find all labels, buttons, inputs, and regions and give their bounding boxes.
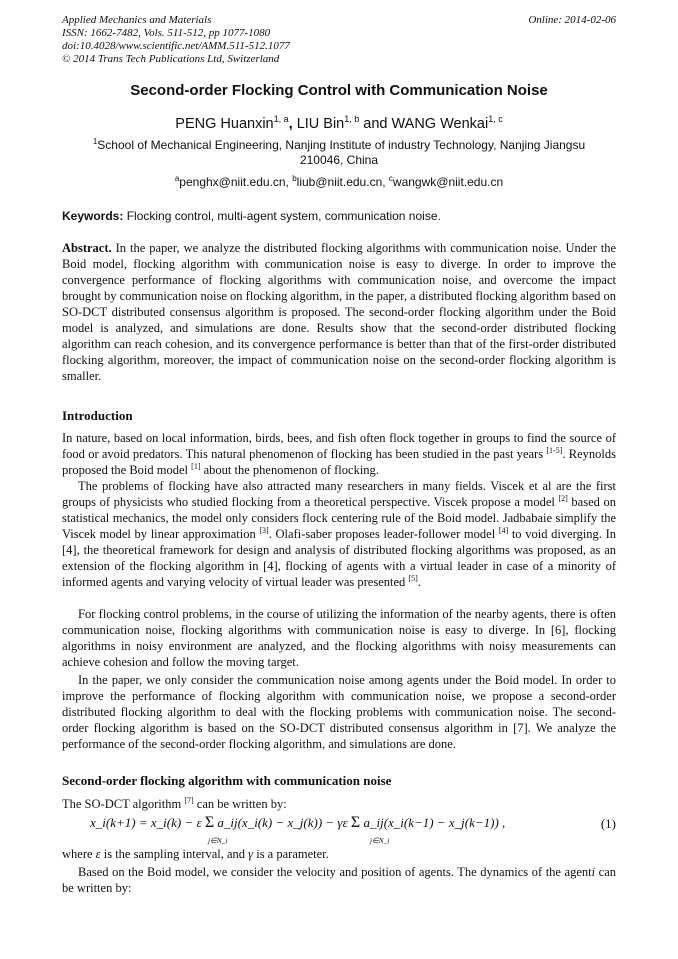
journal-name: Applied Mechanics and Materials bbox=[62, 14, 212, 26]
paragraph-text: can be written by: bbox=[193, 797, 287, 811]
paragraph-text: In nature, based on local information, birds, bees, and fish often flock together in groups to find the source of food or avoid predators. This natural phenomenon of flocking has been studied in the past years bbox=[62, 431, 616, 461]
equation-term: a_ij(x_i(k) − x_j(k)) − γε bbox=[217, 815, 348, 830]
equation-lhs: x_i(k+1) = x_i(k) − ε bbox=[90, 815, 202, 830]
author-superscript: 1, b bbox=[344, 114, 360, 125]
summation-index: j∈N_i bbox=[208, 836, 228, 845]
math-symbol: γ bbox=[248, 847, 254, 861]
author-separator: , bbox=[288, 116, 297, 132]
citation: [2] bbox=[558, 493, 568, 503]
summation-symbol: Σ bbox=[204, 814, 215, 831]
paragraph-text: . Reynolds proposed the Boid model bbox=[62, 447, 616, 477]
equation-term: a_ij(x_i(k−1) − x_j(k−1)) , bbox=[363, 815, 506, 830]
affiliation-text: School of Mechanical Engineering, Nanjing Institute of industry Technology, Nanjing Jiangsu 210046, China bbox=[97, 138, 586, 167]
email-superscript: a bbox=[174, 174, 180, 183]
paragraph-text: In the paper, we only consider the communication noise among agents under the Boid model. In order to improve the performance of flocking algorithm with communication noise, we propose a second-order distributed flocking algorithm to deal with the flocking problems with communication noise. The second-order flocking algorithm is based on the SO-DCT distributed consensus algorithm in [7]. We analyze the performance of the second-order flocking algorithm, and simulations are done. bbox=[62, 673, 616, 751]
section-heading-introduction: Introduction bbox=[62, 408, 133, 423]
keywords-text: Flocking control, multi-agent system, communication noise. bbox=[123, 209, 441, 223]
abstract-label: Abstract. bbox=[62, 241, 112, 255]
equation-1 bbox=[90, 814, 616, 848]
author-name: WANG Wenkai bbox=[391, 116, 489, 132]
citation: [1] bbox=[191, 461, 201, 471]
email-superscript: b bbox=[292, 174, 297, 183]
paragraph-text: is the sampling interval, and bbox=[100, 847, 249, 861]
summation-index: j∈N_i bbox=[370, 836, 390, 845]
paragraph-text: For flocking control problems, in the course of utilizing the information of the nearby agents, there is often communication noise, flocking algorithms with communication noise is easy to diverge. In [6], flocking algorithms in noisy environment are analyzed, and the flocking algorithms with noisy measurements can achieve cohesion and follow the moving target. bbox=[62, 607, 616, 669]
paragraph-text: . bbox=[417, 575, 421, 589]
paragraph-text: Based on the Boid model, we consider the velocity and position of agents. The dynamics of the agent bbox=[78, 865, 592, 879]
equation-number: (1) bbox=[600, 816, 616, 831]
paragraph-text: is a parameter. bbox=[253, 847, 329, 861]
equation-explanation bbox=[62, 846, 616, 862]
journal-header bbox=[62, 14, 616, 66]
author-name: PENG Huanxin bbox=[175, 116, 274, 132]
citation: [3] bbox=[259, 525, 269, 535]
affiliation-superscript: 1 bbox=[92, 137, 98, 146]
author-separator: and bbox=[359, 116, 392, 132]
dynamics-paragraph bbox=[62, 864, 616, 896]
paper-title: Second-order Flocking Control with Communication Noise bbox=[130, 82, 548, 99]
paragraph-text: can be written by: bbox=[62, 865, 616, 895]
paragraph-text: based on statistical mechanics, the model only considers flock centering rule of the Boid model. Jadbabaie simplify the Viscek model by linear approximation bbox=[62, 495, 616, 541]
intro-paragraph-3 bbox=[62, 606, 616, 670]
keywords bbox=[62, 209, 616, 223]
email-link: wangwk@niit.edu.cn bbox=[392, 175, 504, 189]
paragraph-text: to void diverging. In [4], the theoretical framework for design and analysis of distributed flocking algorithms was proposed, as an extension of the flocking algorithm in [4], flocking of agents with a virtual leader in case of a minority of informed agents and varying velocity of virtual leader was presented bbox=[62, 527, 616, 589]
paragraph-text: . Olafi-saber proposes leader-follower model bbox=[268, 527, 499, 541]
citation: [1-5] bbox=[546, 445, 563, 455]
author-superscript: 1, a bbox=[273, 114, 289, 125]
summation-symbol: Σ bbox=[350, 814, 361, 831]
author-line bbox=[30, 116, 648, 132]
math-symbol: ε bbox=[95, 847, 101, 861]
email-link: liub@niit.edu.cn, bbox=[296, 175, 389, 189]
citation: [7] bbox=[184, 795, 194, 805]
author-name: LIU Bin bbox=[296, 116, 345, 132]
intro-paragraph-1 bbox=[62, 430, 616, 478]
online-date: Online: 2014-02-06 bbox=[528, 14, 616, 26]
intro-paragraph-2 bbox=[62, 478, 616, 590]
paragraph-text: The problems of flocking have also attracted many researchers in many fields. Viscek et al are the first groups of physicists who studied flocking from a theoretical perspective. Viscek propose a model bbox=[62, 479, 616, 509]
citation: [5] bbox=[408, 573, 418, 583]
affiliation bbox=[70, 138, 608, 168]
intro-paragraph-4 bbox=[62, 672, 616, 752]
author-emails bbox=[30, 175, 648, 189]
abstract-text: In the paper, we analyze the distributed flocking algorithms with communication noise. Under the Boid model, flocking algorithm with communication noise is easy to diverge. In order to improve the convergence performance of flocking algorithms with communication noise, and overcome the impact brought by communication noise on flocking algorithm, in the paper, a distributed flocking algorithm based on SO-DCT distributed consensus algorithm is proposed. The second-order flocking algorithm under the Boid model is analyzed, and simulations are done. Results show that the second-order distributed flocking algorithm can reach cohesion, and its convergence performance is better than that of the first-order distributed flocking algorithm, moreover, the impact of communication noise on the second-order flocking algorithm is smaller. bbox=[62, 241, 616, 383]
citation: [4] bbox=[498, 525, 509, 535]
math-symbol: i bbox=[591, 865, 596, 879]
paragraph-text: where bbox=[62, 847, 96, 861]
issn-line: ISSN: 1662-7482, Vols. 511-512, pp 1077-1080 bbox=[62, 27, 271, 39]
equation-intro bbox=[62, 796, 616, 812]
email-superscript: c bbox=[388, 174, 393, 183]
email-link: penghx@niit.edu.cn, bbox=[179, 175, 293, 189]
copyright-line: © 2014 Trans Tech Publications Ltd, Switzerland bbox=[62, 53, 280, 65]
paragraph-text: about the phenomenon of flocking. bbox=[200, 463, 379, 477]
paragraph-text: The SO-DCT algorithm bbox=[62, 797, 185, 811]
abstract bbox=[62, 240, 616, 384]
author-superscript: 1, c bbox=[488, 114, 503, 125]
keywords-label: Keywords: bbox=[62, 209, 124, 223]
section-heading-second-order: Second-order flocking algorithm with communication noise bbox=[62, 773, 392, 788]
doi-line: doi:10.4028/www.scientific.net/AMM.511-512.1077 bbox=[62, 40, 290, 52]
